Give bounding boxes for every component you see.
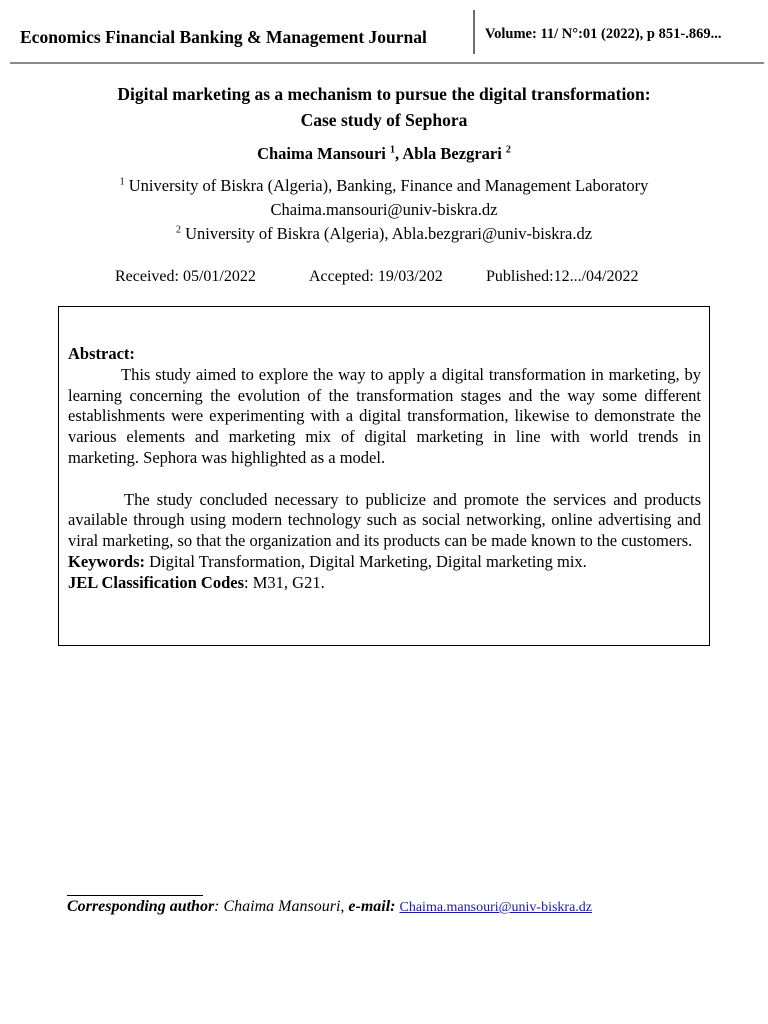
header-divider (473, 10, 475, 54)
affiliation-1-mark: 1 (119, 176, 125, 188)
jel-label: JEL Classification Codes (68, 572, 245, 592)
keywords-line (68, 552, 701, 573)
corresponding-author-name: : Chaima Mansouri, (214, 898, 349, 915)
author-1: Chaima Mansouri (257, 144, 386, 163)
corresponding-author-footnote (67, 898, 592, 916)
affiliation-2-mark: 2 (175, 224, 181, 236)
jel-line (68, 573, 701, 594)
author-separator: , (395, 144, 403, 163)
abstract-paragraph-1: This study aimed to explore the way to apply a digital transformation in marketing, by learning concerning the evolution of the transformation stages and the way some different establishments were experimenting with a digital transformation, likewise to demonstrate the various elements and marketing mix of digital marketing in line with world trends in marketing. Sephora was highlighted as a model. (68, 364, 701, 467)
paper-title-line-2: Case study of Sephora (300, 110, 468, 130)
author-2: Abla Bezgrari (402, 144, 502, 163)
abstract-label: Abstract: (68, 344, 135, 363)
affiliation-1 (0, 176, 768, 196)
author-2-affiliation-mark: 2 (505, 144, 511, 156)
affiliation-2-text: University of Biskra (Algeria), Abla.bezgrari@univ-biskra.dz (185, 224, 593, 243)
email-label: e-mail: (348, 898, 396, 915)
author-list (0, 144, 768, 164)
header-rule (10, 62, 764, 64)
abstract-box (58, 306, 710, 646)
affiliation-2 (0, 224, 768, 244)
abstract-content (68, 344, 701, 594)
keywords-text: Digital Transformation, Digital Marketing, Digital marketing mix. (145, 551, 587, 571)
volume-info: Volume: 11/ N°:01 (2022), p 851-.869... (485, 26, 722, 42)
affiliation-1-text: University of Biskra (Algeria), Banking, Finance and Management Laboratory (128, 176, 649, 195)
journal-name: Economics Financial Banking & Management Journal (20, 27, 427, 47)
footnote-rule (67, 895, 203, 896)
published-date: Published:12.../04/2022 (486, 268, 639, 285)
jel-codes: : M31, G21. (244, 572, 325, 592)
journal-header (10, 10, 764, 64)
accepted-date: Accepted: 19/03/202 (309, 268, 443, 285)
corresponding-author-label: Corresponding author (67, 898, 215, 915)
received-date: Received: 05/01/2022 (115, 268, 256, 285)
author-1-affiliation-mark: 1 (390, 144, 396, 156)
affiliation-1-email: Chaima.mansouri@univ-biskra.dz (270, 200, 498, 219)
keywords-label: Keywords: (68, 551, 145, 571)
paper-title-line-1: Digital marketing as a mechanism to pursue the digital transformation: (117, 84, 651, 104)
corresponding-author-email-link[interactable]: Chaima.mansouri@univ-biskra.dz (399, 900, 593, 915)
abstract-paragraph-2: The study concluded necessary to publicize and promote the services and products available through using modern technology such as social networking, online advertising and viral marketing, so that the organization and its products can be made known to the customers. (68, 489, 701, 551)
